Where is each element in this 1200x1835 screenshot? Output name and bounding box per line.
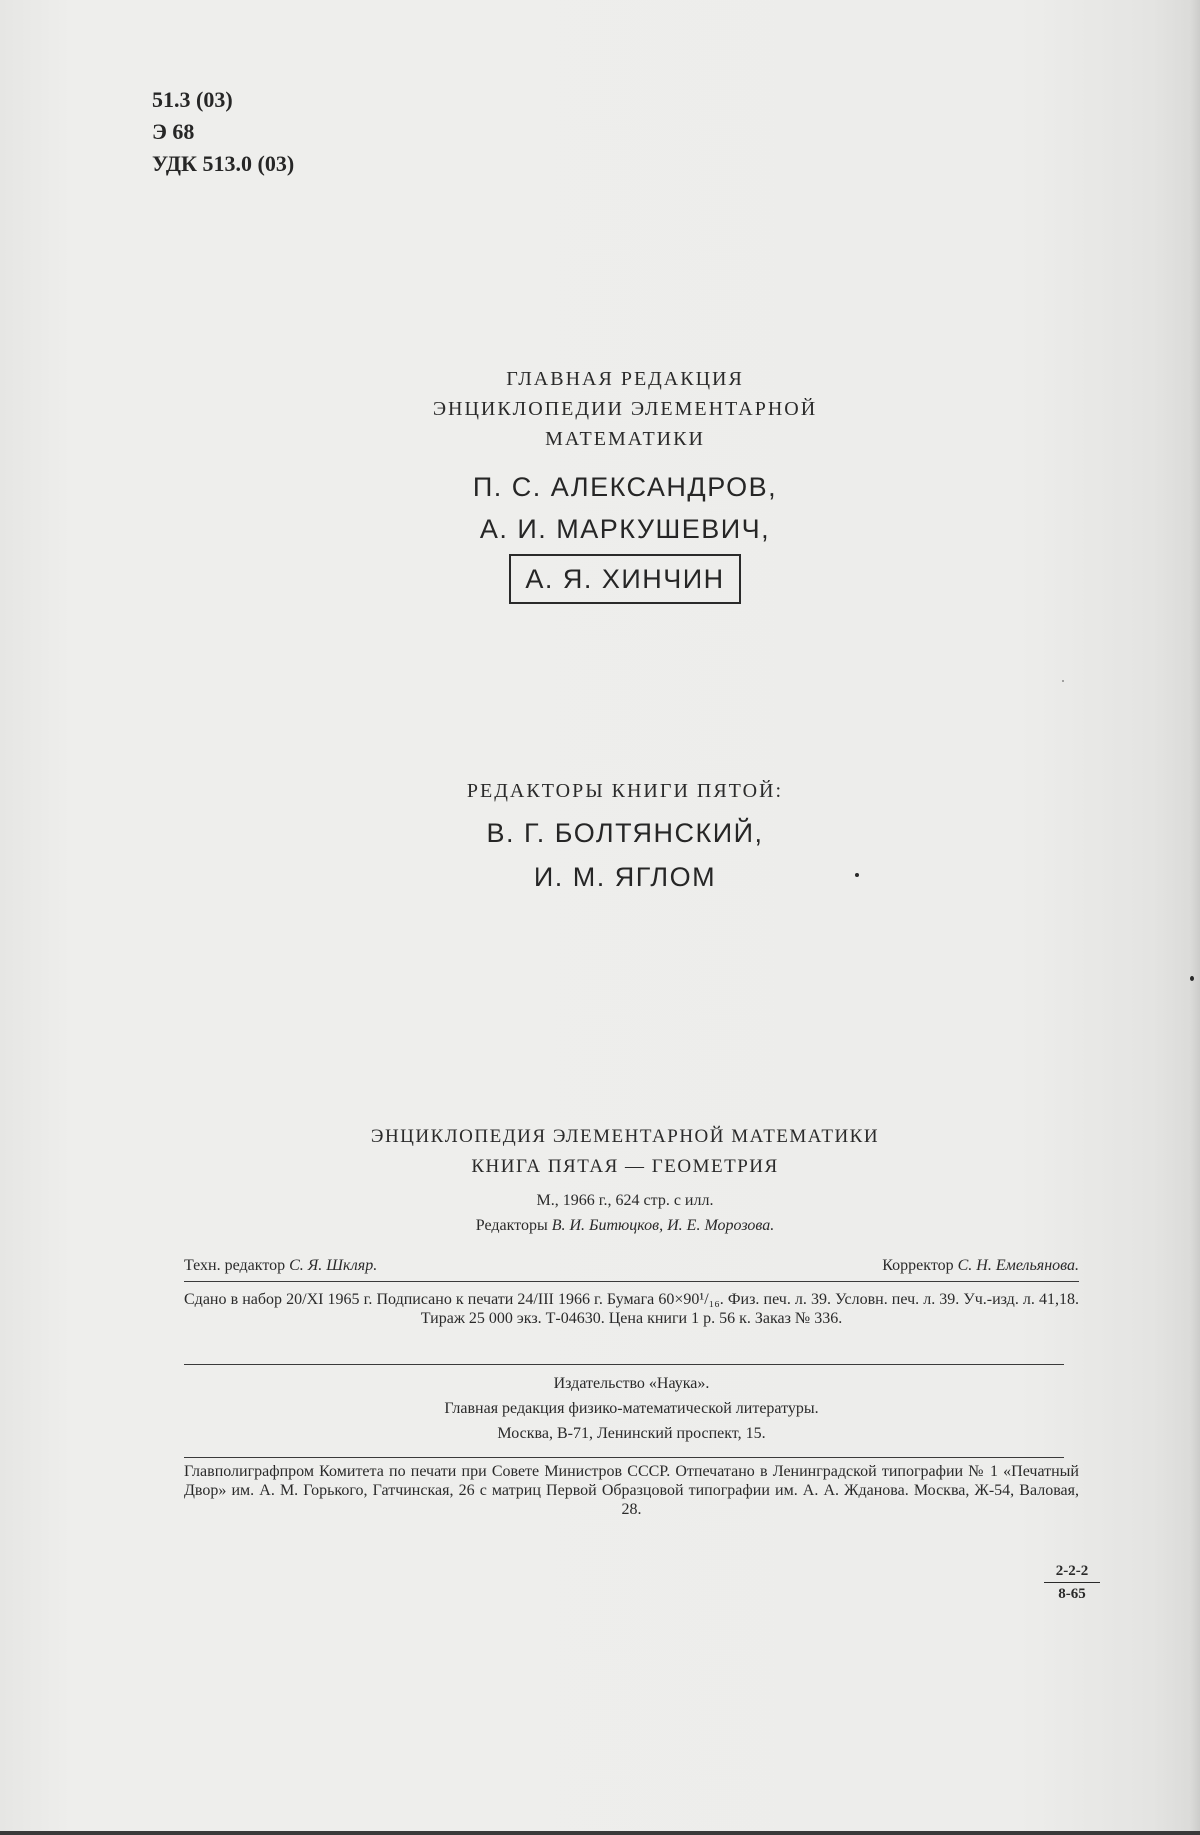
editorial-board-heading-1: ГЛАВНАЯ РЕДАКЦИЯ <box>506 368 744 390</box>
publisher-name: Издательство «Наука». <box>553 1375 710 1392</box>
udc-code: УДК 513.0 (03) <box>152 151 295 176</box>
bbk-code: 51.3 (03) <box>152 87 233 112</box>
author-mark: Э 68 <box>152 119 195 144</box>
board-member-khinchin-boxed: А. Я. ХИНЧИН <box>509 554 740 604</box>
series-title: ЭНЦИКЛОПЕДИЯ ЭЛЕМЕНТАРНОЙ МАТЕМАТИКИ <box>370 1126 880 1147</box>
board-member-markushevich: А. И. МАРКУШЕВИЧ, <box>479 514 771 544</box>
catalog-codes <box>152 84 294 180</box>
proofreader-label: Корректор <box>882 1257 954 1274</box>
editorial-board-heading-3: МАТЕМАТИКИ <box>545 428 705 450</box>
book-editors-heading: РЕДАКТОРЫ КНИГИ ПЯТОЙ: <box>466 780 784 802</box>
editorial-board <box>0 364 1200 604</box>
editors-label: Редакторы <box>475 1217 548 1234</box>
editors-line <box>0 1213 1200 1238</box>
imprint-header <box>0 1122 1200 1238</box>
board-member-aleksandrov: П. С. АЛЕКСАНДРОВ, <box>472 472 778 502</box>
editor-yaglom: И. М. ЯГЛОМ <box>533 862 717 892</box>
tech-editor-label: Техн. редактор <box>184 1257 286 1274</box>
tech-editor-name: С. Я. Шкляр. <box>289 1257 378 1274</box>
scan-speck <box>855 873 859 877</box>
proofreader <box>882 1255 1079 1277</box>
publisher-block <box>184 1371 1079 1446</box>
proofreader-name: С. Н. Емельянова. <box>957 1257 1079 1274</box>
scan-edge-bottom <box>0 1831 1200 1835</box>
code-numerator: 2-2-2 <box>1044 1563 1100 1583</box>
book-subtitle: КНИГА ПЯТАЯ — ГЕОМЕТРИЯ <box>471 1156 779 1177</box>
editorial-board-heading-2: ЭНЦИКЛОПЕДИИ ЭЛЕМЕНТАРНОЙ <box>432 398 818 420</box>
publisher-division: Главная редакция физико-математической литературы. <box>444 1400 819 1417</box>
divider-rule <box>184 1364 1064 1365</box>
publication-info: М., 1966 г., 624 стр. с илл. <box>536 1192 714 1209</box>
book-editors <box>0 776 1200 898</box>
catalog-fraction-code <box>1044 1563 1100 1603</box>
editors-names: В. И. Битюцков, И. Е. Морозова. <box>551 1217 775 1234</box>
print-details: Сдано в набор 20/XI 1965 г. Подписано к печати 24/III 1966 г. Бумага 60×90¹/₁₆. Физ. печ. л. 39. Условн. печ. л. 39. Уч.-изд. л. 41,18. Тираж 25 000 экз. Т-04630. Цена книги 1 р. 56 к. Заказ № 336. <box>184 1291 1079 1327</box>
code-denominator: 8-65 <box>1058 1586 1086 1602</box>
publisher-address: Москва, В-71, Ленинский проспект, 15. <box>497 1425 766 1442</box>
printer-details: Главполиграфпром Комитета по печати при Совете Министров СССР. Отпечатано в Ленинградской типографии № 1 «Печатный Двор» им. А. М. Горького, Гатчинская, 26 с матриц Первой Образцовой типографии им. А. А. Жданова. Москва, Ж-54, Валовая, 28. <box>184 1463 1079 1518</box>
scan-shadow-right <box>1190 0 1200 1835</box>
editor-boltyanskiy: В. Г. БОЛТЯНСКИЙ, <box>486 818 764 848</box>
divider-rule <box>184 1281 1079 1282</box>
scan-speck <box>1062 680 1064 682</box>
divider-rule <box>184 1457 1064 1458</box>
tech-editor <box>184 1255 377 1277</box>
